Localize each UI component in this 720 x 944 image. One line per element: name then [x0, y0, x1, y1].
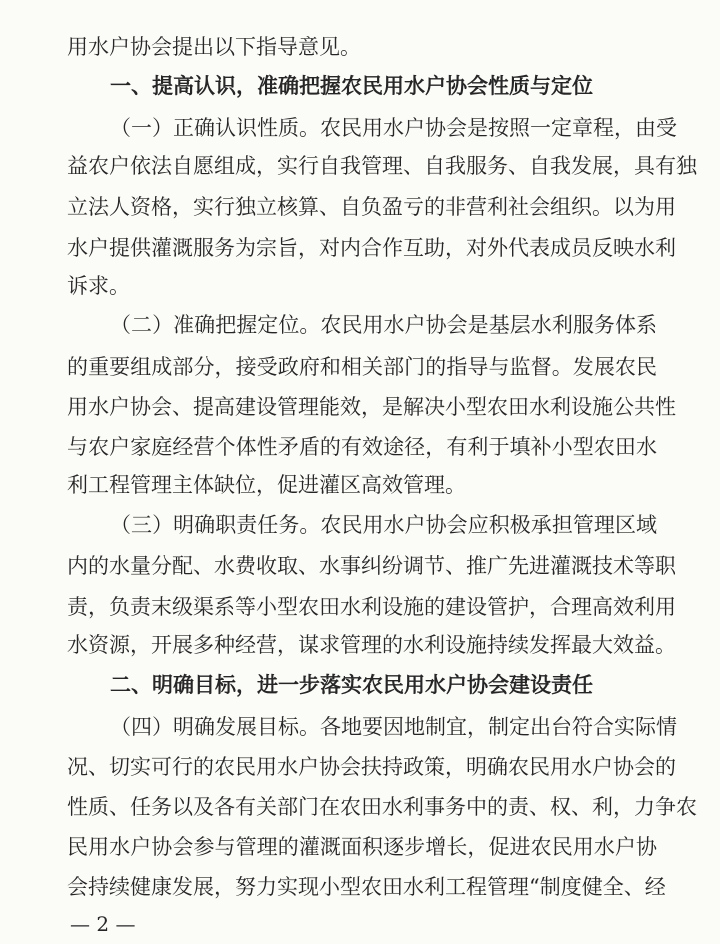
section-heading: 一、提高认识，准确把握农民用水户协会性质与定位	[110, 74, 593, 98]
text-line: 责，负责末级渠系等小型农田水利设施的建设管护，合理高效利用	[67, 595, 676, 619]
paragraph-first-line: （一）正确认识性质。农民用水户协会是按照一定章程，由受	[110, 116, 677, 140]
text-line: 会持续健康发展，努力实现小型农田水利工程管理“制度健全、经	[67, 875, 666, 899]
text-line: 与农户家庭经营个体性矛盾的有效途径，有利于填补小型农田水	[67, 435, 657, 459]
text-line: 立法人资格，实行独立核算、自负盈亏的非营利社会组织。以为用	[67, 195, 676, 219]
text-line: 水资源，开展多种经营，谋求管理的水利设施持续发挥最大效益。	[67, 633, 676, 657]
text-line: 况、切实可行的农民用水户协会扶持政策，明确农民用水户协会的	[67, 755, 676, 779]
paragraph-first-line: （二）准确把握定位。农民用水户协会是基层水利服务体系	[110, 313, 657, 337]
paragraph-first-line: （三）明确职责任务。农民用水户协会应积极承担管理区域	[110, 513, 657, 537]
text-line: 用水户协会提出以下指导意见。	[67, 35, 361, 59]
text-line: 益农户依法自愿组成，实行自我管理、自我服务、自我发展，具有独	[67, 154, 697, 178]
text-line: 内的水量分配、水费收取、水事纠纷调节、推广先进灌溉技术等职	[67, 554, 676, 578]
text-line: 民用水户协会参与管理的灌溉面积逐步增长，促进农民用水户协	[67, 835, 657, 859]
text-line: 水户提供灌溉服务为宗旨，对内合作互助，对外代表成员反映水利	[67, 236, 676, 260]
text-line: 性质、任务以及各有关部门在农田水利事务中的责、权、利，力争农	[67, 795, 697, 819]
page-number: — 2 —	[70, 912, 136, 936]
text-line: 用水户协会、提高建设管理能效，是解决小型农田水利设施公共性	[67, 395, 676, 419]
section-heading: 二、明确目标，进一步落实农民用水户协会建设责任	[110, 673, 593, 697]
paragraph-first-line: （四）明确发展目标。各地要因地制宜，制定出台符合实际情	[110, 715, 677, 739]
text-line: 诉求。	[67, 274, 130, 298]
text-line: 利工程管理主体缺位，促进灌区高效管理。	[67, 473, 466, 497]
text-line: 的重要组成部分，接受政府和相关部门的指导与监督。发展农民	[67, 355, 657, 379]
